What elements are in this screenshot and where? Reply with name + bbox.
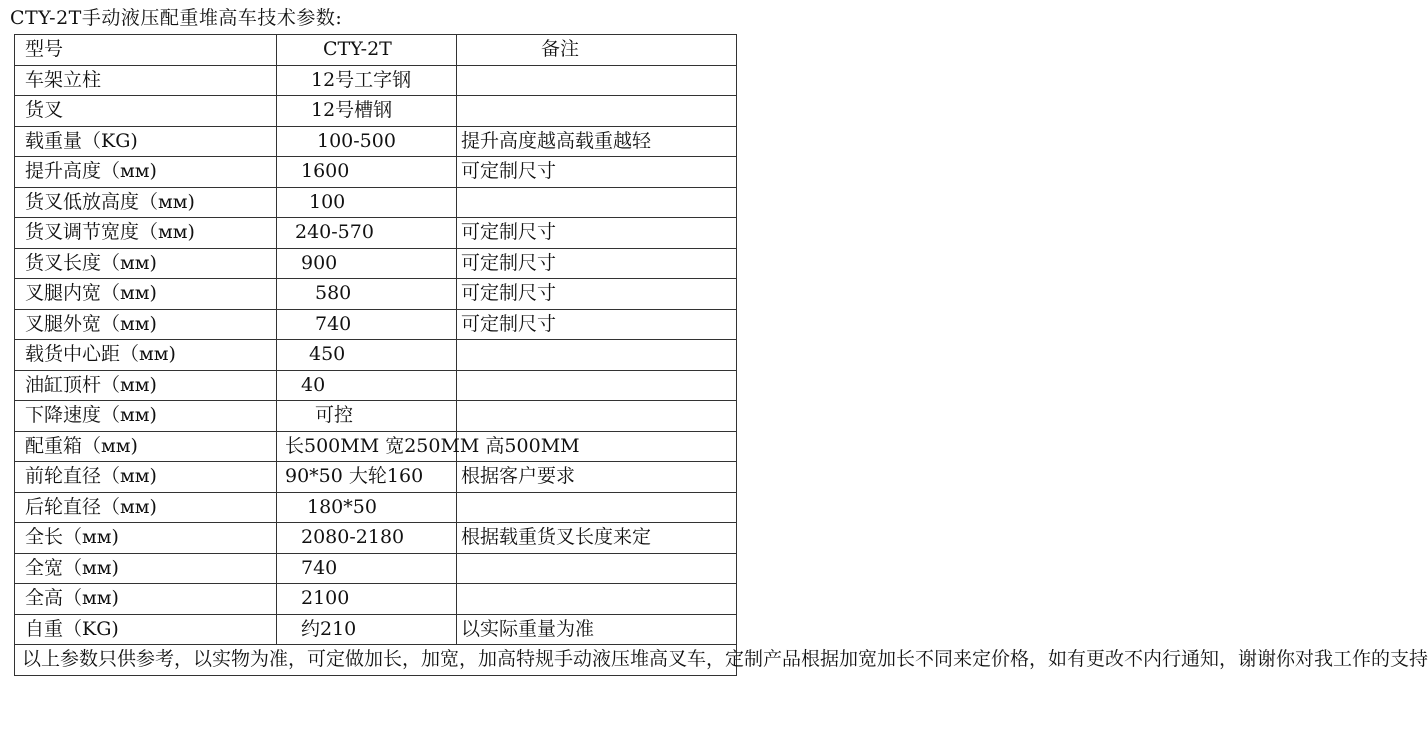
row-value: 100-500 [277, 126, 457, 157]
row-note [457, 340, 737, 371]
row-note: 可定制尺寸 [457, 309, 737, 340]
header-remarks: 备注 [457, 35, 737, 66]
row-value: 240-570 [277, 218, 457, 249]
table-row [15, 65, 737, 96]
row-name: 下降速度（мм) [15, 401, 277, 432]
row-value: 90*50 大轮160 [277, 462, 457, 493]
footnote-row [15, 645, 737, 676]
table-row [15, 157, 737, 188]
table-row [15, 462, 737, 493]
row-value: 900 [277, 248, 457, 279]
row-name: 载重量（KG) [15, 126, 277, 157]
row-name: 全宽（мм) [15, 553, 277, 584]
row-name: 后轮直径（мм) [15, 492, 277, 523]
table-row [15, 584, 737, 615]
row-name: 货叉调节宽度（мм) [15, 218, 277, 249]
footnote: 以上参数只供参考，以实物为准，可定做加长，加宽，加高特规手动液压堆高叉车，定制产品根据加宽加长不同来定价格，如有更改不内行通知，谢谢你对我工作的支持 [15, 645, 737, 676]
row-value: 可控 [277, 401, 457, 432]
table-row [15, 126, 737, 157]
table-row [15, 553, 737, 584]
row-value: 12号槽钢 [277, 96, 457, 127]
row-value: 12号工字钢 [277, 65, 457, 96]
row-note: 可定制尺寸 [457, 279, 737, 310]
table-row [15, 370, 737, 401]
row-value: 100 [277, 187, 457, 218]
row-note [457, 553, 737, 584]
row-note [457, 370, 737, 401]
row-note: 可定制尺寸 [457, 248, 737, 279]
row-note [457, 401, 737, 432]
spec-table [14, 34, 1428, 676]
row-value: 580 [277, 279, 457, 310]
row-note [457, 65, 737, 96]
header-model-value: CTY-2T [277, 35, 457, 66]
page-title: CTY-2T手动液压配重堆高车技术参数: [10, 7, 343, 29]
row-value: 长500MM 宽250MM 高500MM [277, 431, 457, 462]
row-note: 可定制尺寸 [457, 218, 737, 249]
row-note [457, 492, 737, 523]
row-note: 提升高度越高载重越轻 [457, 126, 737, 157]
table-row [15, 187, 737, 218]
header-model-label: 型号 [15, 35, 277, 66]
row-value: 740 [277, 309, 457, 340]
row-value: 740 [277, 553, 457, 584]
row-name: 配重箱（мм) [15, 431, 277, 462]
row-name: 全长（мм) [15, 523, 277, 554]
row-value: 2100 [277, 584, 457, 615]
row-name: 提升高度（мм) [15, 157, 277, 188]
row-name: 车架立柱 [15, 65, 277, 96]
row-note: 根据客户要求 [457, 462, 737, 493]
row-name: 货叉 [15, 96, 277, 127]
table-row [15, 96, 737, 127]
row-note [457, 584, 737, 615]
row-note: 可定制尺寸 [457, 157, 737, 188]
table-row [15, 614, 737, 645]
table-row [15, 523, 737, 554]
row-value: 180*50 [277, 492, 457, 523]
row-value: 450 [277, 340, 457, 371]
row-name: 载货中心距（мм) [15, 340, 277, 371]
row-note: 以实际重量为准 [457, 614, 737, 645]
table-row [15, 279, 737, 310]
row-note: 根据载重货叉长度来定 [457, 523, 737, 554]
row-name: 叉腿外宽（мм) [15, 309, 277, 340]
row-value: 40 [277, 370, 457, 401]
row-name: 前轮直径（мм) [15, 462, 277, 493]
row-value: 2080-2180 [277, 523, 457, 554]
table-row [15, 431, 737, 462]
table-row [15, 492, 737, 523]
table-row [15, 401, 737, 432]
row-note [457, 187, 737, 218]
row-name: 油缸顶杆（мм) [15, 370, 277, 401]
row-value: 约210 [277, 614, 457, 645]
table-header-row [15, 35, 737, 66]
row-note [457, 96, 737, 127]
table-row [15, 248, 737, 279]
table-row [15, 340, 737, 371]
row-name: 货叉低放高度（мм) [15, 187, 277, 218]
row-name: 自重（KG) [15, 614, 277, 645]
row-name: 全高（мм) [15, 584, 277, 615]
table-row [15, 309, 737, 340]
table-row [15, 218, 737, 249]
row-value: 1600 [277, 157, 457, 188]
row-name: 叉腿内宽（мм) [15, 279, 277, 310]
row-name: 货叉长度（мм) [15, 248, 277, 279]
